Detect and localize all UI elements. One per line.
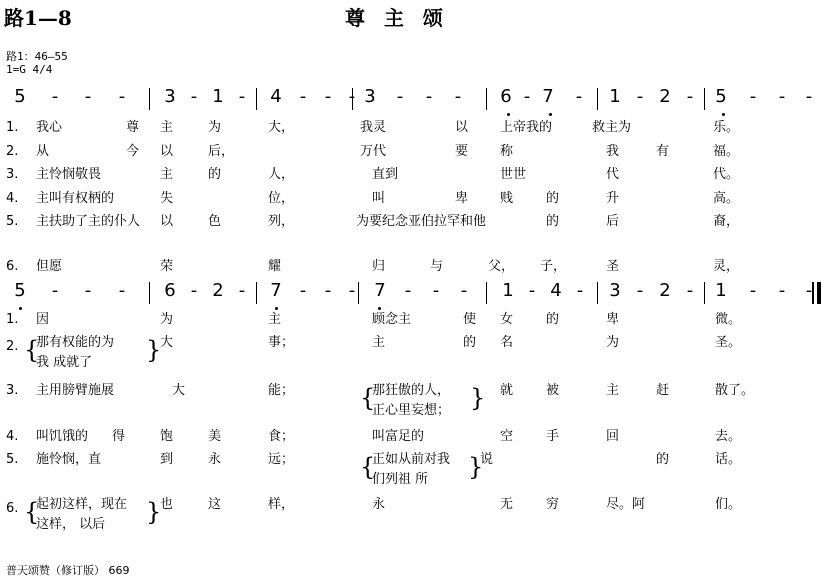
dash-note: - (324, 280, 332, 301)
lyric: 以 (455, 120, 469, 135)
verse-2-5b: 们列祖 所 (372, 472, 429, 487)
dash-note: - (523, 86, 531, 107)
lyric: 3. (6, 167, 19, 182)
lyric: 救主为 (592, 120, 632, 135)
dash-note: - (575, 86, 583, 107)
lyric: 叫 (372, 190, 386, 206)
left-brace: { (360, 453, 376, 481)
tune-code: 路1—8 (4, 6, 72, 30)
left-brace: { (24, 498, 40, 526)
dash-note: - (528, 280, 536, 301)
dash-note: - (299, 86, 307, 107)
footer-source: 普天颂赞（修订版） 669 (6, 564, 130, 577)
barline (486, 88, 487, 110)
note-5: 5 (715, 86, 727, 107)
lyric: 父， (488, 259, 515, 274)
dash-note: - (425, 86, 433, 107)
lyric: 主 (160, 120, 174, 135)
note-1: 1 (212, 86, 224, 107)
verse-2-2b: 我 成就了 (36, 355, 93, 370)
lyric: 1. (6, 120, 19, 135)
verse-2-4: 4. 叫饥饿的 得 饱 美 食； 叫富足的 空 手 回 去。 (6, 429, 742, 444)
verse-2-6b: 这样， 以后 (36, 517, 106, 532)
dash-note: - (84, 86, 92, 107)
note-7: 7 (374, 280, 386, 301)
tune-reference: 路1：46—55 (6, 50, 68, 63)
lyric: 直到 (372, 167, 399, 182)
dash-note: - (299, 280, 307, 301)
note-1: 1 (715, 280, 727, 301)
lyric: 荣 (160, 259, 174, 274)
dash-note: - (348, 280, 356, 301)
verse-1-4 (0, 190, 825, 210)
dash-note: - (749, 280, 757, 301)
lyric: 代 (606, 167, 620, 182)
lyric: 我 (606, 143, 620, 159)
lyric: 2. (6, 143, 19, 159)
lyric: 灵， (713, 259, 740, 274)
right-brace: } (468, 453, 484, 481)
dash-note: - (190, 280, 198, 301)
dash-note: - (51, 86, 59, 107)
lyric: 失 (160, 190, 174, 206)
dash-note: - (324, 86, 332, 107)
dash-note: - (348, 86, 356, 107)
hymn-title: 尊 主 颂 (345, 6, 449, 30)
note-4: 4 (270, 86, 282, 107)
low-octave-dot (275, 307, 278, 310)
lyric: 圣 (606, 259, 620, 274)
lyric: 大， (268, 120, 295, 135)
barline (486, 282, 487, 304)
dash-note: - (686, 86, 694, 107)
note-1: 1 (502, 280, 514, 301)
verse-6-line-a (0, 258, 825, 278)
lyric: 的 (208, 167, 222, 182)
right-brace: } (470, 384, 486, 412)
lyric: 我心 (36, 120, 63, 135)
lyric: 列， (268, 214, 295, 229)
lyric: 子， (540, 259, 567, 274)
verse-1-2 (0, 143, 825, 163)
dash-note: - (576, 280, 584, 301)
lyric: 从 (36, 143, 50, 159)
verse-2-6: 6. 起初这样，现在 也 这 样， 永 无 穷 尽。阿 们。 (6, 497, 742, 516)
dash-note: - (778, 86, 786, 107)
dash-note: - (51, 280, 59, 301)
lyric: 5. (6, 214, 19, 229)
dash-note: - (636, 86, 644, 107)
low-octave-dot (549, 113, 552, 116)
verse-2-1: 1. 因 为 主 顾念主 使 女 的 卑 微。 (6, 312, 742, 327)
note-3: 3 (164, 86, 176, 107)
lyric: 上帝我的 (500, 120, 553, 135)
note-3: 3 (609, 280, 621, 301)
barline (256, 88, 257, 110)
lyric: 尊 (126, 120, 140, 135)
lyric: 4. (6, 190, 19, 206)
lyric: 主怜悯敬畏 (36, 167, 102, 182)
note-6: 6 (164, 280, 176, 301)
lyric: 有 (656, 143, 670, 159)
verse-1-5 (0, 213, 825, 233)
lyric: 代。 (713, 167, 740, 182)
lyric: 色 (208, 214, 222, 229)
lyric: 归 (372, 259, 386, 274)
low-octave-dot (378, 307, 381, 310)
barline (704, 88, 705, 110)
notation-line-1 (0, 86, 825, 116)
left-brace: { (360, 384, 376, 412)
lyric: 卑 (455, 190, 469, 206)
lyric: 我灵 (360, 120, 387, 135)
dash-note: - (238, 86, 246, 107)
dash-note: - (190, 86, 198, 107)
verse-2-3: 3. 主用膀臂施展 大 能； 那狂傲的人， 就 被 主 赶 散了。 (6, 383, 755, 398)
note-2: 2 (212, 280, 224, 301)
lyric: 以 (160, 214, 174, 229)
lyric: 6. (6, 259, 19, 274)
low-octave-dot (507, 113, 510, 116)
barline (597, 88, 598, 110)
notation-line-2 (0, 280, 825, 310)
lyric: 的 (546, 190, 560, 206)
lyric: 后， (208, 143, 235, 159)
lyric: 但愿 (36, 259, 63, 274)
note-2: 2 (659, 86, 671, 107)
lyric: 后 (606, 214, 620, 229)
lyric: 与 (430, 259, 444, 274)
left-brace: { (24, 336, 40, 364)
lyric: 为 (208, 120, 222, 135)
dash-note: - (460, 280, 468, 301)
lyric: 耀 (268, 259, 282, 274)
note-7: 7 (270, 280, 282, 301)
key-signature: 1=G 4/4 (6, 63, 53, 76)
low-octave-dot (19, 307, 22, 310)
lyric: 位， (268, 190, 295, 206)
dash-note: - (396, 86, 404, 107)
note-5: 5 (14, 280, 26, 301)
final-barline-thick (817, 282, 821, 304)
lyric: 主 (160, 167, 174, 182)
lyric: 升 (606, 190, 620, 206)
dash-note: - (118, 280, 126, 301)
lyric: 裔， (713, 214, 740, 229)
lyric: 称 (500, 143, 514, 159)
verse-2-5: 5. 施怜悯，直 到 永 远； 正如从前对我 说 的 话。 (6, 452, 742, 467)
dash-note: - (805, 280, 813, 301)
lyric: 高。 (713, 190, 740, 206)
lyric: 主扶助了主的仆人 (36, 214, 141, 229)
note-4: 4 (550, 280, 562, 301)
lyric: 要 (455, 143, 469, 159)
note-3: 3 (364, 86, 376, 107)
lyric: 乐。 (713, 120, 740, 135)
lyric: 贱 (500, 190, 514, 206)
lyric: 为要纪念亚伯拉罕和他 (356, 214, 487, 229)
dash-note: - (749, 86, 757, 107)
note-6: 6 (500, 86, 512, 107)
dash-note: - (778, 280, 786, 301)
note-1: 1 (609, 86, 621, 107)
right-brace: } (146, 336, 162, 364)
note-2: 2 (659, 280, 671, 301)
dash-note: - (454, 86, 462, 107)
barline (704, 282, 705, 304)
barline (149, 88, 150, 110)
lyric: 的 (546, 214, 560, 229)
low-octave-dot (722, 113, 725, 116)
barline (149, 282, 150, 304)
lyric: 以 (160, 143, 174, 159)
dash-note: - (636, 280, 644, 301)
lyric: 福。 (713, 143, 740, 159)
dash-note: - (432, 280, 440, 301)
dash-note: - (84, 280, 92, 301)
barline (256, 282, 257, 304)
dash-note: - (686, 280, 694, 301)
dash-note: - (118, 86, 126, 107)
lyric: 主叫有权柄的 (36, 190, 115, 206)
verse-1-1 (0, 119, 825, 139)
verse-1-3 (0, 166, 825, 186)
dash-note: - (238, 280, 246, 301)
dash-note: - (404, 280, 412, 301)
lyric: 今 (126, 143, 140, 159)
right-brace: } (146, 498, 162, 526)
dash-note: - (805, 86, 813, 107)
note-7: 7 (542, 86, 554, 107)
verse-2-3b: 正心里妄想； (372, 403, 451, 418)
verse-2-2: 2. 那有权能的为 大 事； 主 的 名 为 圣。 (6, 335, 742, 354)
note-5: 5 (14, 86, 26, 107)
lyric: 万代 (360, 143, 387, 159)
lyric: 人， (268, 167, 295, 182)
barline (597, 282, 598, 304)
lyric: 世世 (500, 167, 527, 182)
